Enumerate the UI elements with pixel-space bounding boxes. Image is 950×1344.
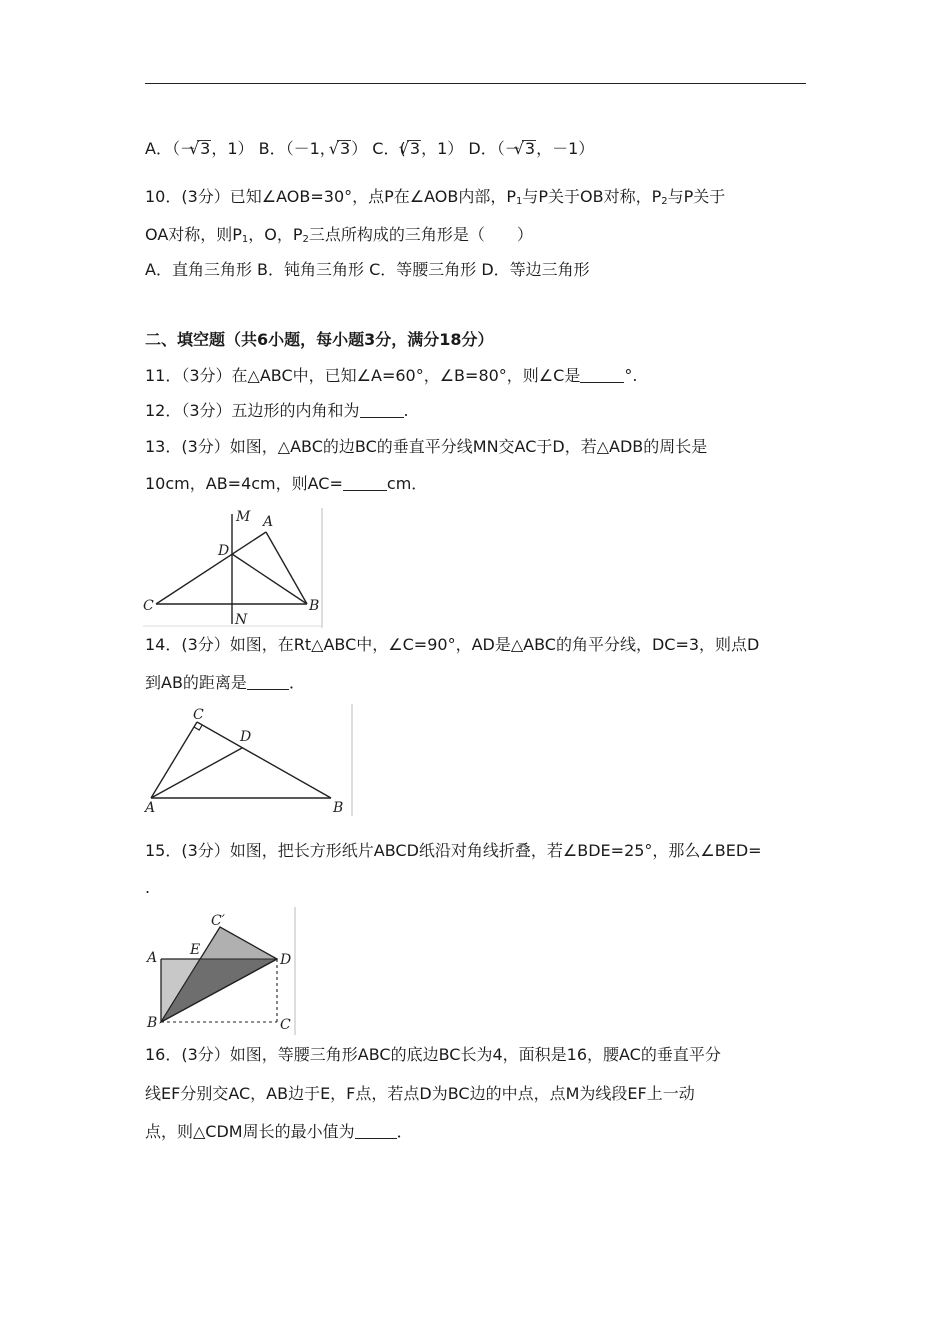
label-B: B [333,800,344,816]
q13-figure [143,508,323,628]
answer-blank [580,366,624,383]
label-A: A [145,800,156,816]
label-C: C [280,1017,291,1033]
q16-line3: 点，则△CDM周长的最小值为 ． [145,1122,413,1141]
label-E: E [190,942,201,958]
answer-blank [343,474,387,491]
label-A: A [147,950,158,966]
answer-blank [355,1122,397,1139]
label-M: M [236,509,251,525]
label-C: C [193,707,204,723]
q13-line1: 13．(3分）如图，△ABC的边BC的垂直平分线MN交AC于D，若△ADB的周长是 [145,437,708,456]
header-rule [145,83,806,84]
answer-blank [247,673,289,690]
label-B: B [309,598,320,614]
q13-line2: 10cm，AB=4cm，则AC= cm． [145,474,428,493]
sqrt-symbol: √ 3 [407,140,421,157]
label-B: B [147,1015,158,1031]
label-D: D [280,952,292,968]
q14-figure [143,704,355,816]
q12: 12．（3分）五边形的内角和为 . [145,401,409,420]
label-C-prime: C′ [211,913,225,929]
q16-line1: 16．(3分）如图，等腰三角形ABC的底边BC长为4，面积是16，腰AC的垂直平分 [145,1045,721,1064]
q15-line1: 15．(3分）如图，把长方形纸片ABCD纸沿对角线折叠，若∠BDE=25°，那么∠BED= [145,841,762,860]
label-C: C [143,598,154,614]
q10-options: A．直角三角形 B．钝角三角形 C．等腰三角形 D．等边三角形 [145,260,590,279]
section-title: 二、填空题（共6小题，每小题3分，满分18分） [145,330,494,349]
q14-line2: 到AB的距离是 ． [145,673,305,692]
q15-figure [143,907,298,1035]
sqrt-symbol: √ 3 [522,140,536,157]
q10-line1: 10．(3分）已知∠AOB=30°，点P在∠AOB内部，$P_1$与P关于OB对称，$P_2$与P关于 [145,187,726,207]
q10-line2: OA对称，则$P_1$，O，$P_2$三点所构成的三角形是（ ） [145,225,533,245]
sqrt-symbol: √ 3 [337,140,351,157]
sqrt-symbol: √ 3 [197,140,211,157]
q11: 11．（3分）在△ABC中，已知∠A=60°，∠B=80°，则∠C是 °. [145,366,638,385]
label-A: A [263,514,274,530]
q16-line2: 线EF分别交AC，AB边于E，F点，若点D为BC边的中点，点M为线段EF上一动 [145,1084,695,1103]
q14-line1: 14．(3分）如图，在Rt△ABC中，∠C=90°，AD是△ABC的角平分线，DC=3，则点D [145,635,760,654]
label-D: D [240,729,252,745]
label-D: D [218,543,230,559]
answer-blank [360,401,404,418]
q15-line2: . [145,878,151,897]
q9-options: A．（－√ 3，1） B．（－1，√ 3） C．(√ 3，1） D．（－√ 3，－1） [145,138,815,160]
label-N: N [235,612,248,628]
